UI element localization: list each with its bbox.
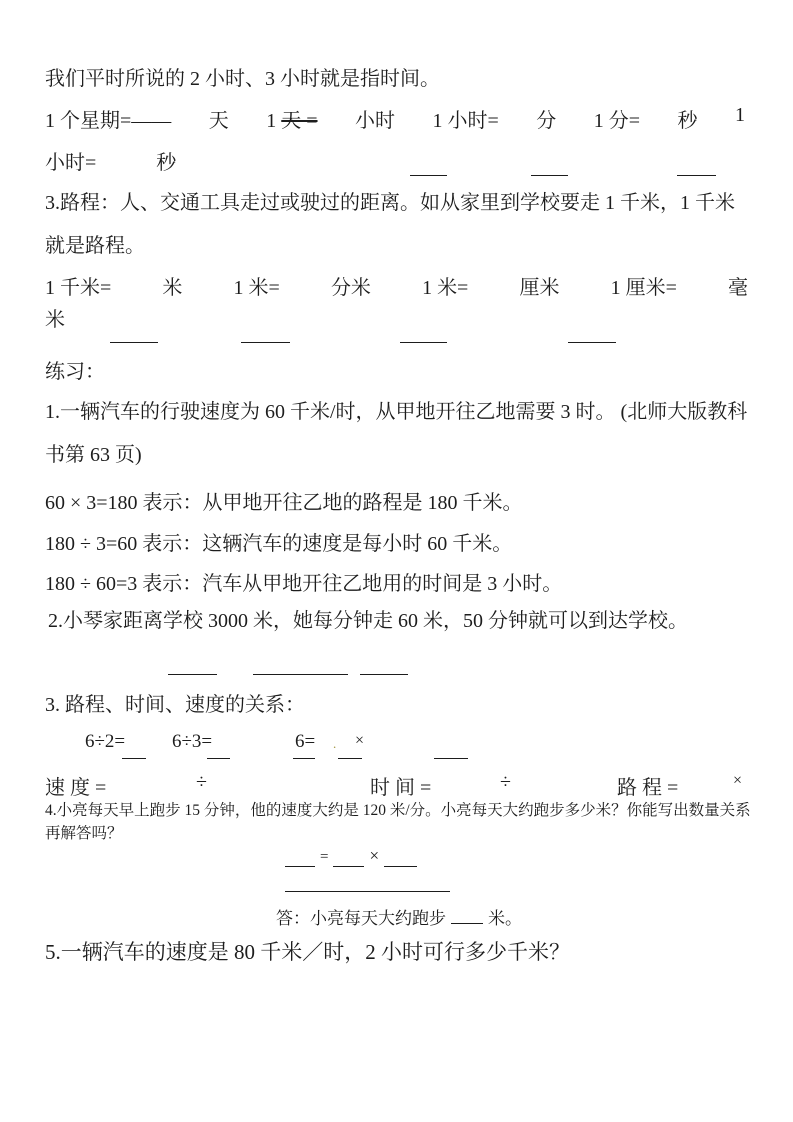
answer-blank [241,342,290,343]
answer-blank [168,674,217,675]
q4-formula-row [285,846,417,867]
length-units-row [45,271,748,300]
hour-equation-wrap: 小时= [45,152,97,174]
question-4: 4.小亮每天早上跑步 15 分钟，他的速度大约是 120 米/分。小亮每天大约跑步多少米？你能写出数量关系再解答吗？ [45,802,751,842]
m-equation-2: 1 米= [422,277,469,299]
answer-blank [360,674,408,675]
hour-unit-label: 小时 [355,110,396,132]
answer-blank [434,758,468,759]
answer-blank [122,758,146,759]
answer-blank [568,342,616,343]
relation-time-label: 时 间 = [370,777,432,799]
answer-blank [338,758,362,759]
answer-blank [410,175,447,176]
working-line [285,891,450,892]
q3-example-2: 6÷3= [172,731,213,752]
answer-blank [451,909,483,924]
day-equation-struck: 天 = [281,110,318,132]
q3-example-times-sign: × [355,732,365,749]
q1-explanation-1: 60 × 3=180 表示：从甲地开往乙地的路程是 180 千米。 [45,492,523,514]
practice-label: 练习： [45,361,105,383]
q1-explanation-2: 180 ÷ 3=60 表示：这辆汽车的速度是每小时 60 千米。 [45,533,513,555]
cm-unit-label: 厘米 [519,277,560,299]
q3-example-3: 6= [295,731,316,752]
answer-blank [677,175,716,176]
q4-answer-suffix: 米。 [488,909,522,928]
second-unit-wrap: 秒 [156,152,177,174]
m-unit-label: 米 [162,277,183,299]
question-3-heading: 3. 路程、时间、速度的关系： [45,694,305,716]
distance-definition: 3.路程：人、交通工具走过或驶过的距离。如从家里到学校要走 1 千米，1 千米就是路程。 [45,192,735,257]
hour-equation: 1 小时= [432,110,499,132]
relation-divide-sign-2: ÷ [500,771,511,793]
question-2: 2.小琴家距离学校 3000 米，她每分钟走 60 米，50 分钟就可以到达学校。 [48,610,688,632]
answer-blank [384,849,417,867]
answer-blank [333,849,364,867]
dm-unit-label: 分米 [330,277,371,299]
answer-blank [253,674,348,675]
q4-answer-prefix: 答：小亮每天大约跑步 [276,909,446,928]
minute-unit-label: 分 [536,110,557,132]
q3-example-1: 6÷2= [85,731,126,752]
length-units-row-wrap: 米 [45,309,65,331]
time-units-row2 [45,146,176,175]
q1-explanation-3: 180 ÷ 60=3 表示：汽车从甲地开往乙地用的时间是 3 小时。 [45,573,563,595]
answer-blank [400,342,447,343]
answer-blank [285,849,315,867]
question-5: 5.一辆汽车的速度是 80 千米／时，2 小时可行多少千米？ [45,940,570,964]
answer-blank [293,758,315,759]
day-equation-number: 1 [266,110,282,132]
trailing-one: 1 [735,104,745,126]
relation-divide-sign-1: ÷ [196,771,207,793]
relation-times-sign: × [733,772,743,789]
m-equation: 1 米= [233,277,280,299]
week-equation: 1 个星期=—— [45,110,172,132]
q4-answer-line [276,904,522,929]
answer-blank [531,175,568,176]
answer-blank [110,342,158,343]
answer-blank [207,758,230,759]
day-equation [266,104,317,133]
question-1: 1.一辆汽车的行驶速度为 60 千米/时，从甲地开往乙地需要 3 时。 (北师大版教科书第 63 页) [45,401,748,466]
time-units-row [45,104,745,133]
cm-equation: 1 厘米= [610,277,677,299]
day-unit-label: 天 [208,110,229,132]
times-sign: × [369,846,380,865]
second-unit-label: 秒 [677,110,698,132]
equals-sign: = [320,849,329,865]
km-equation: 1 千米= [45,277,112,299]
relation-speed-label: 速 度 = [45,777,107,799]
intro-time-line: 我们平时所说的 2 小时、3 小时就是指时间。 [45,68,440,90]
relation-distance-label: 路 程 = [617,777,679,799]
dot-artifact: . [333,736,337,751]
mm-unit-label: 毫 [728,277,748,299]
minute-equation: 1 分= [593,110,641,132]
